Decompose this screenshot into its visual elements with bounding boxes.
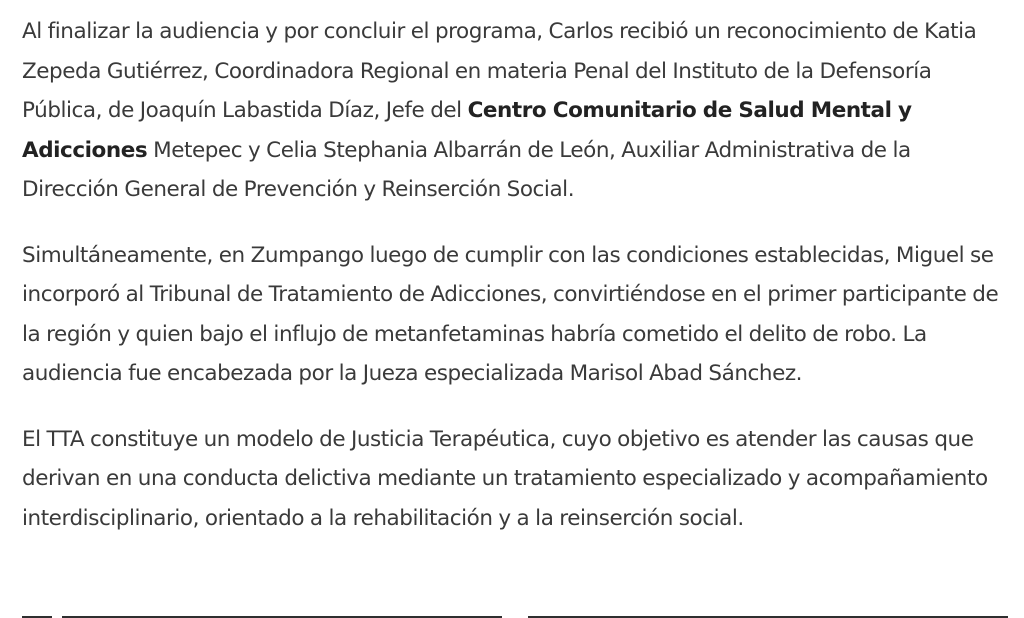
article-body bbox=[22, 12, 1012, 564]
paragraph-tta bbox=[22, 420, 1012, 539]
paragraph-text: El TTA constituye un modelo de Justicia Terapéutica, cuyo objetivo es atender las causas que derivan en una conducta delictiva mediante un tratamiento especializado y acompañamiento interdisciplinario, orientado a la rehabilitación y a la reinserción social. bbox=[22, 426, 988, 531]
paragraph-text: Metepec y Celia Stephania Albarrán de León, Auxiliar Administrativa de la Dirección General de Prevención y Reinserción Social. bbox=[22, 137, 911, 202]
paragraph-reconocimiento bbox=[22, 12, 1012, 210]
paragraph-text: Al finalizar la audiencia y por concluir el programa, Carlos recibió un reconocimiento de Katia Zepeda Gutiérrez, Coordinadora Regional en materia Penal del Instituto de la Defensoría Pública, de Joaquín Labastida Díaz, Jefe del bbox=[22, 19, 977, 123]
paragraph-zumpango bbox=[22, 236, 1012, 394]
highlighted-institution-name: Centro Comunitario de Salud Mental y Adicciones bbox=[22, 98, 912, 163]
paragraph-text: Simultáneamente, en Zumpango luego de cumplir con las condiciones establecidas, Miguel se incorporó al Tribunal de Tratamiento de Adicciones, convirtiéndose en el primer participante de la región y quien bajo el influjo de metanfetaminas habría cometido el delito de robo. La audiencia fue encabezada por la Jueza especializada Marisol Abad Sánchez. bbox=[22, 242, 999, 386]
